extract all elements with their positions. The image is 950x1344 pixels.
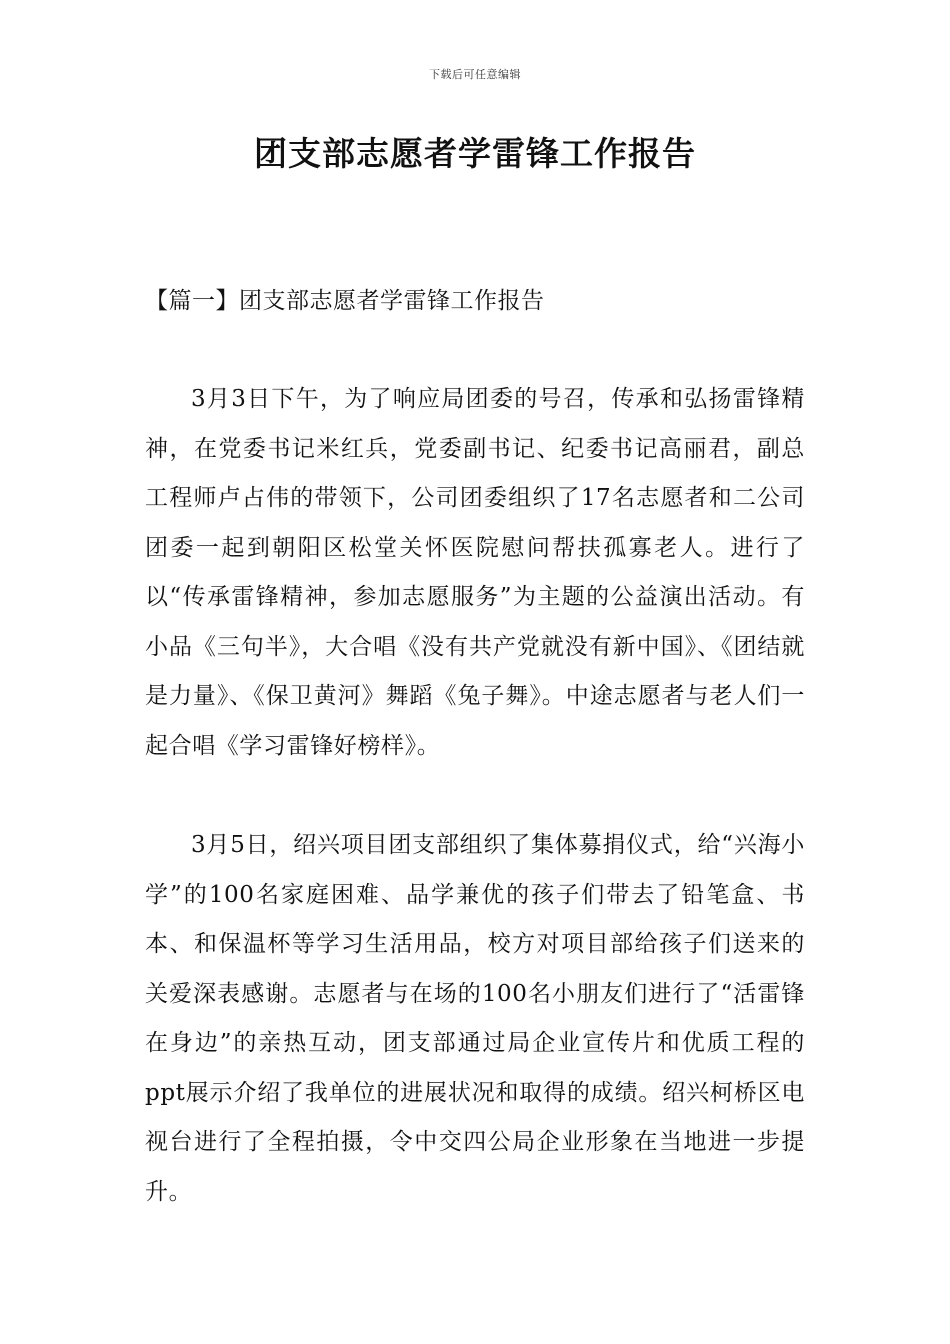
header-note: 下载后可任意编辑 — [429, 68, 521, 81]
body-paragraph-2 — [145, 821, 805, 1217]
document-title: 团支部志愿者学雷锋工作报告 — [254, 134, 696, 173]
body-paragraph-1 — [145, 375, 805, 771]
paragraph-text: 3月5日，绍兴项目团支部组织了集体募捐仪式，给“兴海小学”的100名家庭困难、品学兼优的孩子们带去了铅笔盒、书本、和保温杯等学习生活用品，校方对项目部给孩子们送来的关爱深表感谢。志愿者与在场的100名小朋友们进行了“活雷锋在身边”的亲热互动，团支部通过局企业宣传片和优质工程的ppt展示介绍了我单位的进展状况和取得的成绩。绍兴柯桥区电视台进行了全程拍摄，令中交四公局企业形象在当地进一步提升。 — [145, 832, 805, 1205]
paragraph-text: 3月3日下午，为了响应局团委的号召，传承和弘扬雷锋精神，在党委书记米红兵，党委副书记、纪委书记高丽君，副总工程师卢占伟的带领下，公司团委组织了17名志愿者和二公司团委一起到朝阳区松堂关怀医院慰问帮扶孤寡老人。进行了以“传承雷锋精神，参加志愿服务”为主题的公益演出活动。有小品《三句半》，大合唱《没有共产党就没有新中国》、《团结就是力量》、《保卫黄河》舞蹈《兔子舞》。中途志愿者与老人们一起合唱《学习雷锋好榜样》。 — [145, 386, 805, 759]
section-heading: 【篇一】团支部志愿者学雷锋工作报告 — [145, 288, 545, 314]
